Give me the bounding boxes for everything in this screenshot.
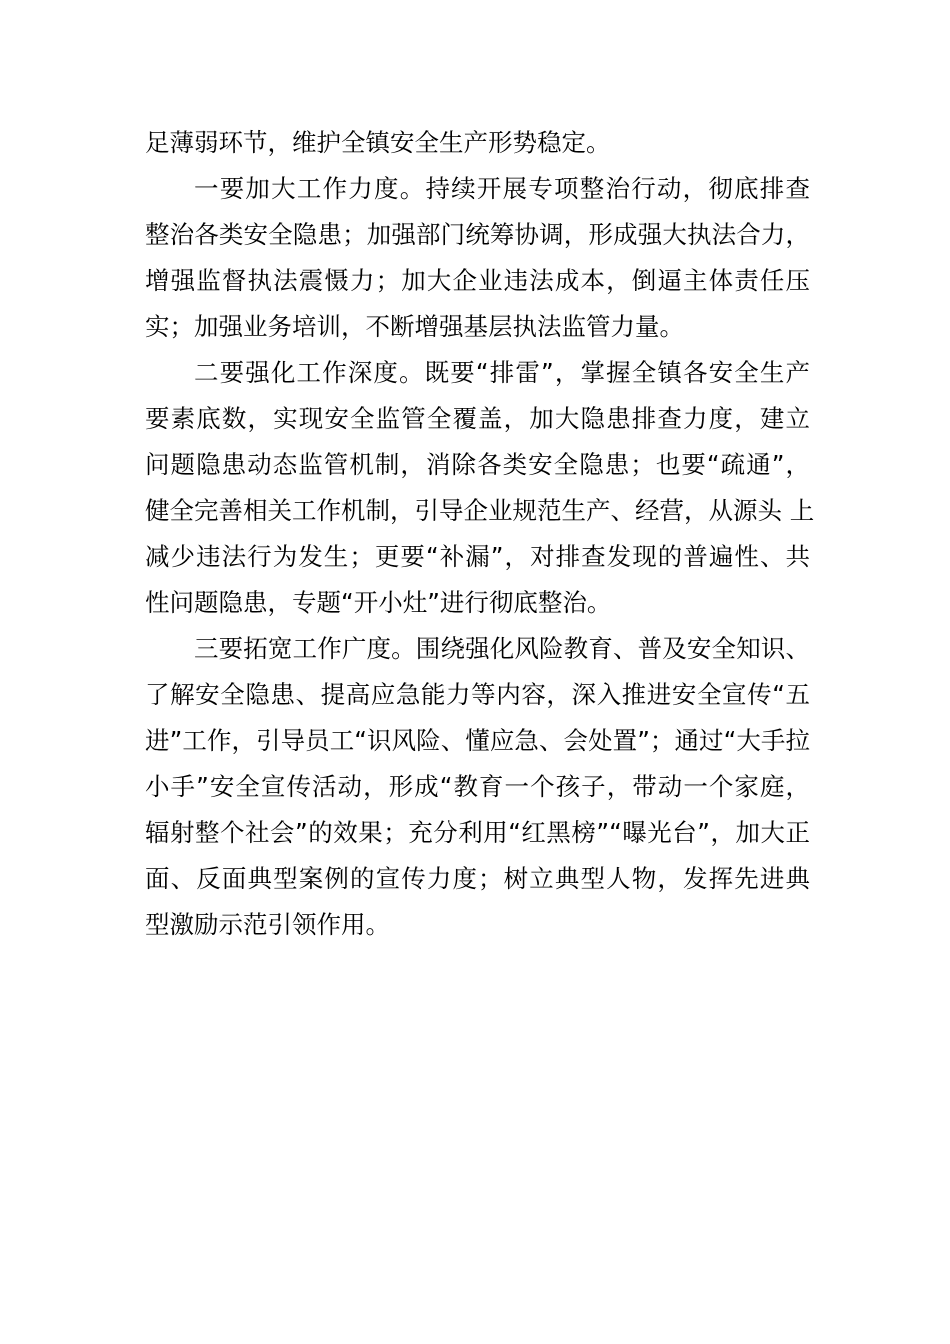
paragraph-continuation: [145, 120, 810, 166]
text-line: 辐射整个社会”的效果；充分利用“红黑榜”“曝光台”，加大正: [145, 818, 810, 847]
document-body: [145, 120, 815, 948]
text-line: 小手”安全宣传活动，形成“教育一个孩子，带动一个家庭，: [145, 772, 810, 801]
paragraph-work-depth: [145, 350, 815, 626]
text-line: 三要拓宽工作广度。围绕强化风险教育、普及安全知识、: [194, 634, 810, 663]
text-line: 实；加强业务培训，不断增强基层执法监管力量。: [145, 312, 684, 341]
text-line: 型激励示范引领作用。: [145, 910, 390, 939]
text-line: 足薄弱环节，维护全镇安全生产形势稳定。: [145, 128, 611, 157]
text-line: 二要强化工作深度。既要“排雷”，掌握全镇各安全生产: [194, 358, 810, 387]
text-line: 整治各类安全隐患；加强部门统筹协调，形成强大执法合力，: [145, 220, 810, 249]
text-line: 了解安全隐患、提高应急能力等内容，深入推进安全宣传“五: [145, 680, 810, 709]
text-line: 进”工作，引导员工“识风险、懂应急、会处置”；通过“大手拉: [145, 726, 810, 755]
text-line: 增强监督执法震慑力；加大企业违法成本，倒逼主体责任压: [145, 266, 810, 295]
text-line: 减少违法行为发生；更要“补漏”，对排查发现的普遍性、共: [145, 542, 810, 571]
paragraph-work-breadth: [145, 626, 810, 948]
text-line: 问题隐患动态监管机制，消除各类安全隐患；也要“疏通”，: [145, 450, 810, 479]
text-line: 性问题隐患，专题“开小灶”进行彻底整治。: [145, 588, 612, 617]
text-line: 面、反面典型案例的宣传力度；树立典型人物，发挥先进典: [145, 864, 810, 893]
text-line: 一要加大工作力度。持续开展专项整治行动，彻底排查: [194, 174, 810, 203]
text-line: 健全完善相关工作机制，引导企业规范生产、经营，从源头 上: [145, 496, 815, 525]
text-line: 要素底数，实现安全监管全覆盖，加大隐患排查力度，建立: [145, 404, 810, 433]
paragraph-work-intensity: [145, 166, 810, 350]
